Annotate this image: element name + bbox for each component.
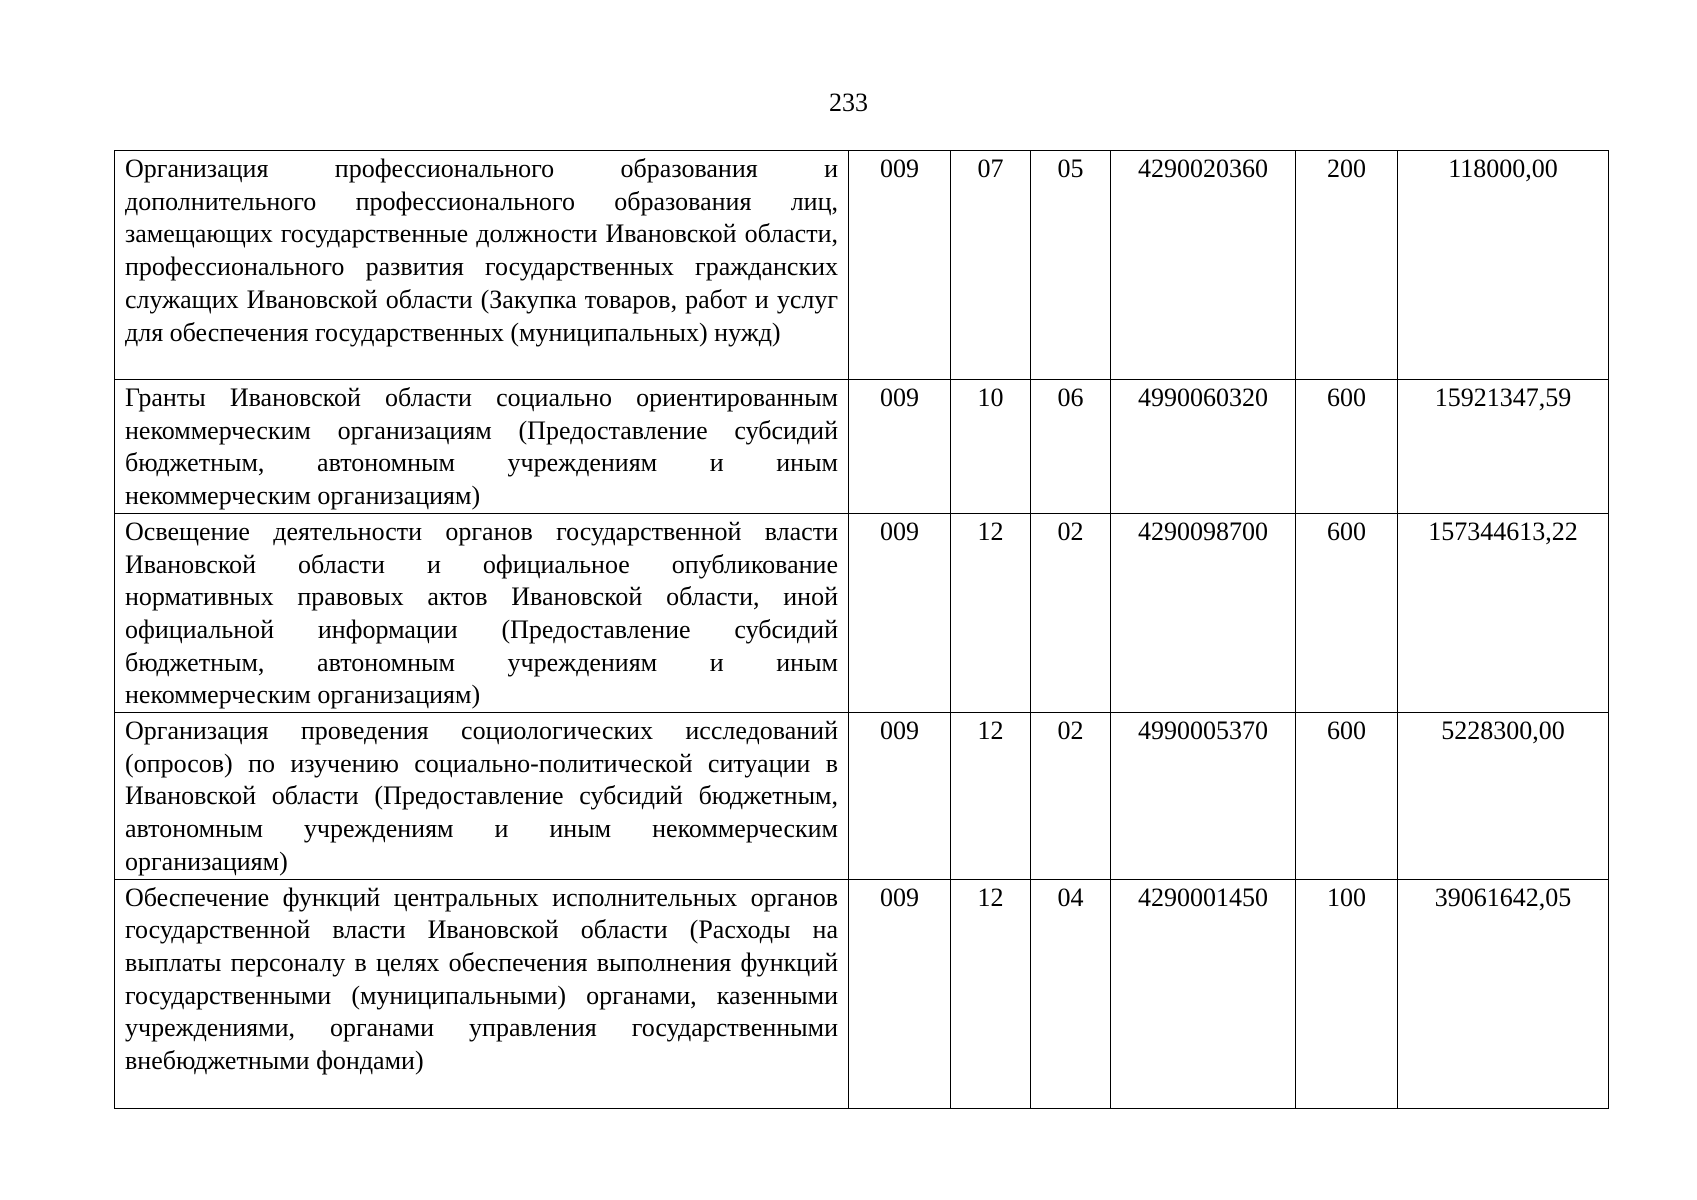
- row-section-code: 10: [951, 380, 1031, 514]
- row-gr-code: 009: [849, 380, 951, 514]
- row-description: Освещение деятельности органов государственной власти Ивановской области и официальное опубликование нормативных правовых актов Ивановской области, иной официальной информации (Предоставление субсидий бюджетным, автономным учреждениям и иным некоммерческим организациям): [115, 513, 849, 712]
- row-target-article-code: 4290020360: [1111, 151, 1296, 380]
- row-section-code: 12: [951, 713, 1031, 880]
- row-amount: 157344613,22: [1398, 513, 1609, 712]
- budget-table: [114, 150, 1609, 1109]
- row-target-article-code: 4290001450: [1111, 879, 1296, 1108]
- page-number: 233: [829, 88, 868, 117]
- row-subsection-code: 06: [1031, 380, 1111, 514]
- row-expense-type-code: 200: [1296, 151, 1398, 380]
- row-section-code: 12: [951, 513, 1031, 712]
- row-expense-type-code: 600: [1296, 380, 1398, 514]
- row-gr-code: 009: [849, 879, 951, 1108]
- row-expense-type-code: 600: [1296, 513, 1398, 712]
- row-target-article-code: 4990060320: [1111, 380, 1296, 514]
- row-section-code: 12: [951, 879, 1031, 1108]
- table-row: [115, 879, 1609, 1108]
- row-subsection-code: 04: [1031, 879, 1111, 1108]
- row-amount: 5228300,00: [1398, 713, 1609, 880]
- table-row: [115, 513, 1609, 712]
- row-amount: 118000,00: [1398, 151, 1609, 380]
- row-gr-code: 009: [849, 151, 951, 380]
- row-subsection-code: 05: [1031, 151, 1111, 380]
- row-expense-type-code: 600: [1296, 713, 1398, 880]
- row-amount: 39061642,05: [1398, 879, 1609, 1108]
- row-target-article-code: 4290098700: [1111, 513, 1296, 712]
- row-section-code: 07: [951, 151, 1031, 380]
- row-description: Организация проведения социологических исследований (опросов) по изучению социально-политической ситуации в Ивановской области (Предоставление субсидий бюджетным, автономным учреждениям и иным некоммерческим организациям): [115, 713, 849, 880]
- table-row: [115, 380, 1609, 514]
- row-amount: 15921347,59: [1398, 380, 1609, 514]
- row-description: Обеспечение функций центральных исполнительных органов государственной власти Ивановской области (Расходы на выплаты персоналу в целях обеспечения выполнения функций государственными (муниципальными) органами, казенными учреждениями, органами управления государственными внебюджетными фондами): [115, 879, 849, 1108]
- row-subsection-code: 02: [1031, 513, 1111, 712]
- row-description: Организация профессионального образования и дополнительного профессионального образования лиц, замещающих государственные должности Ивановской области, профессионального развития государственных гражданских служащих Ивановской области (Закупка товаров, работ и услуг для обеспечения государственных (муниципальных) нужд): [115, 151, 849, 380]
- row-expense-type-code: 100: [1296, 879, 1398, 1108]
- row-gr-code: 009: [849, 713, 951, 880]
- row-gr-code: 009: [849, 513, 951, 712]
- table-row: [115, 151, 1609, 380]
- table-row: [115, 713, 1609, 880]
- row-target-article-code: 4990005370: [1111, 713, 1296, 880]
- row-subsection-code: 02: [1031, 713, 1111, 880]
- row-description: Гранты Ивановской области социально ориентированным некоммерческим организациям (Предоставление субсидий бюджетным, автономным учреждениям и иным некоммерческим организациям): [115, 380, 849, 514]
